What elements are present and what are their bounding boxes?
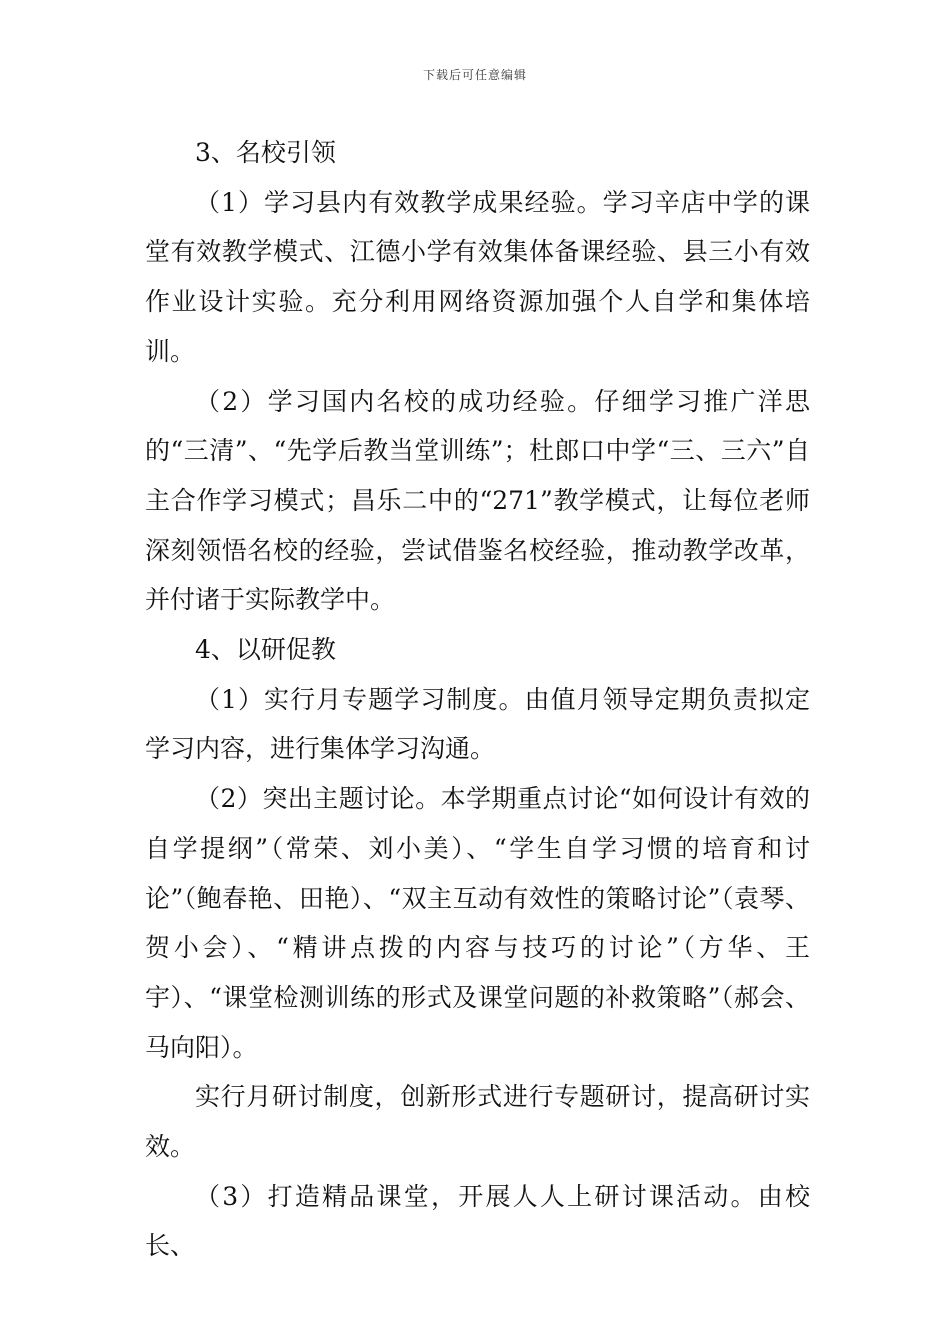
page-header-note: 下载后可任意编辑 <box>422 68 527 82</box>
section-heading-4: 4、以研促教 <box>195 635 336 665</box>
paragraph-1-1: （1）学习县内有效教学成果经验。学习辛店中学的课堂有效教学模式、江德小学有效集体备课经验、县三小有效作业设计实验。充分利用网络资源加强个人自学和集体培训。 <box>145 187 810 366</box>
document-body <box>145 128 810 1271</box>
paragraph-2-3: （3）打造精品课堂，开展人人上研讨课活动。由校长、 <box>145 1181 810 1261</box>
section-heading-3: 3、名校引领 <box>195 138 336 167</box>
paragraph-1-2: （2）学习国内名校的成功经验。仔细学习推广洋思的“三清”、“先学后教当堂训练”；杜郎口中学“三、三六”自主合作学习模式；昌乐二中的“271”教学模式，让每位老师深刻领悟名校的经验，尝试借鉴名校经验，推动教学改革，并付诸于实际教学中。 <box>145 386 810 615</box>
paragraph-2-2: （2）突出主题讨论。本学期重点讨论“如何设计有效的自学提纲”（常荣、刘小美）、“学生自学习惯的培育和讨论”（鲍春艳、田艳）、“双主互动有效性的策略讨论”（袁琴、贺小会）、“精讲点拨的内容与技巧的讨论”（方华、王宇）、“课堂检测训练的形式及课堂问题的补救策略”（郝会、马向阳）。 <box>145 784 810 1062</box>
paragraph-2-1: （1）实行月专题学习制度。由值月领导定期负责拟定学习内容，进行集体学习沟通。 <box>145 684 810 764</box>
paragraph-2-note: 实行月研讨制度，创新形式进行专题研讨，提高研讨实效。 <box>145 1082 810 1162</box>
